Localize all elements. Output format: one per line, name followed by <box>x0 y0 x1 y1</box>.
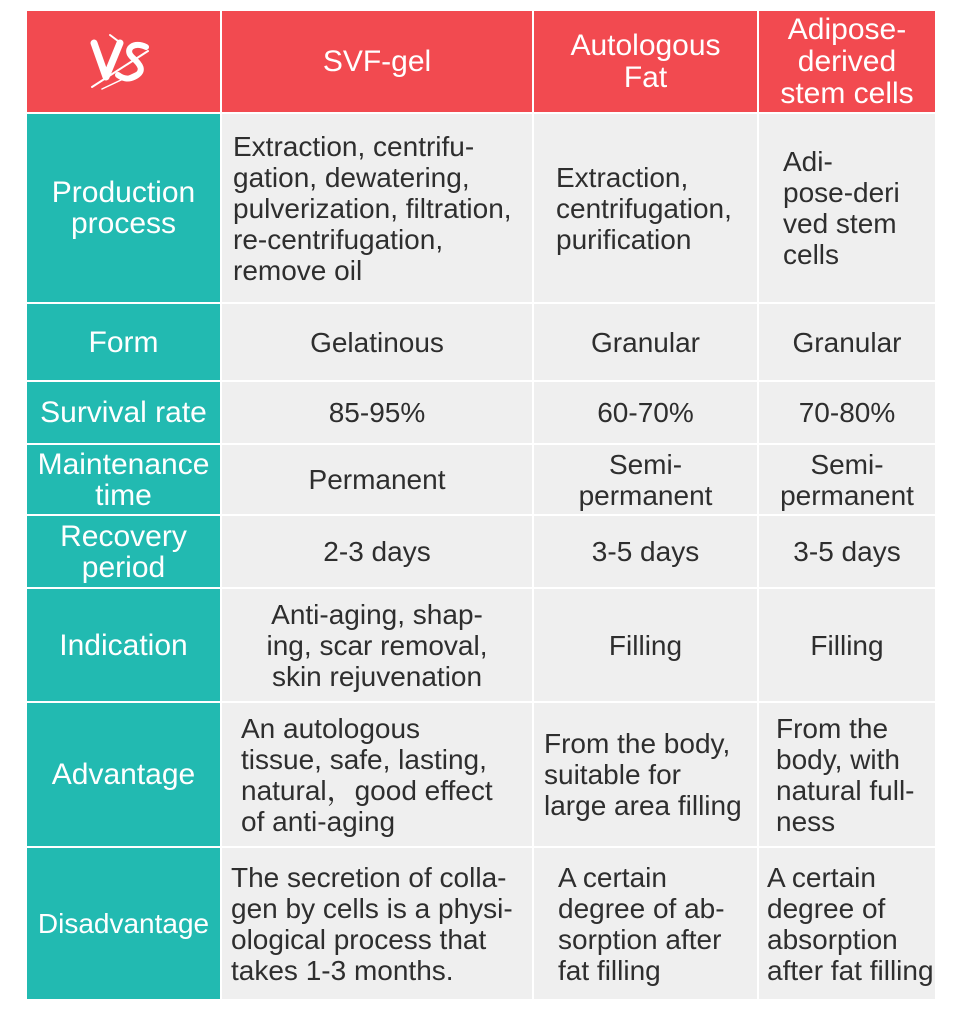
table-cell: Semi- permanent <box>759 445 935 514</box>
table-cell: Filling <box>759 589 935 701</box>
table-cell: 85-95% <box>222 382 532 443</box>
table-cell: Granular <box>759 304 935 380</box>
table-cell: 3-5 days <box>534 516 757 587</box>
table-cell: The secretion of colla- gen by cells is a physi- ological process that takes 1-3 months. <box>222 848 532 999</box>
table-cell: Permanent <box>222 445 532 514</box>
row-header-maintenance-time: Maintenance time <box>27 445 220 514</box>
column-header-autologous-fat: Autologous Fat <box>534 11 757 112</box>
row-header-recovery-period: Recovery period <box>27 516 220 587</box>
vs-logo-icon <box>88 31 160 93</box>
table-cell: An autologous tissue, safe, lasting, natural，good effect of anti-aging <box>222 703 532 846</box>
table-cell: Semi- permanent <box>534 445 757 514</box>
row-header-form: Form <box>27 304 220 380</box>
table-cell: 60-70% <box>534 382 757 443</box>
row-header-indication: Indication <box>27 589 220 701</box>
table-cell: Anti-aging, shap- ing, scar removal, skin rejuvenation <box>222 589 532 701</box>
comparison-table <box>27 11 933 1001</box>
table-cell: A certain degree of absorption after fat filling <box>759 848 935 999</box>
row-header-advantage: Advantage <box>27 703 220 846</box>
table-cell: A certain degree of ab- sorption after fat filling <box>534 848 757 999</box>
row-header-production-process: Production process <box>27 114 220 302</box>
table-cell: 2-3 days <box>222 516 532 587</box>
table-cell: From the body, suitable for large area filling <box>534 703 757 846</box>
row-header-survival-rate: Survival rate <box>27 382 220 443</box>
table-cell: Extraction, centrifugation, purification <box>534 114 757 302</box>
vs-logo <box>27 11 220 112</box>
table-cell: 70-80% <box>759 382 935 443</box>
table-cell: Filling <box>534 589 757 701</box>
table-cell: 3-5 days <box>759 516 935 587</box>
table-cell: Adi- pose-deri ved stem cells <box>759 114 935 302</box>
table-cell: Granular <box>534 304 757 380</box>
table-cell: From the body, with natural full- ness <box>759 703 935 846</box>
table-cell: Gelatinous <box>222 304 532 380</box>
table-cell: Extraction, centrifu- gation, dewatering, pulverization, filtration, re-centrifugation, remove oil <box>222 114 532 302</box>
row-header-disadvantage: Disadvantage <box>27 848 220 999</box>
column-header-adipose-stem-cells: Adipose- derived stem cells <box>759 11 935 112</box>
column-header-svf-gel: SVF-gel <box>222 11 532 112</box>
